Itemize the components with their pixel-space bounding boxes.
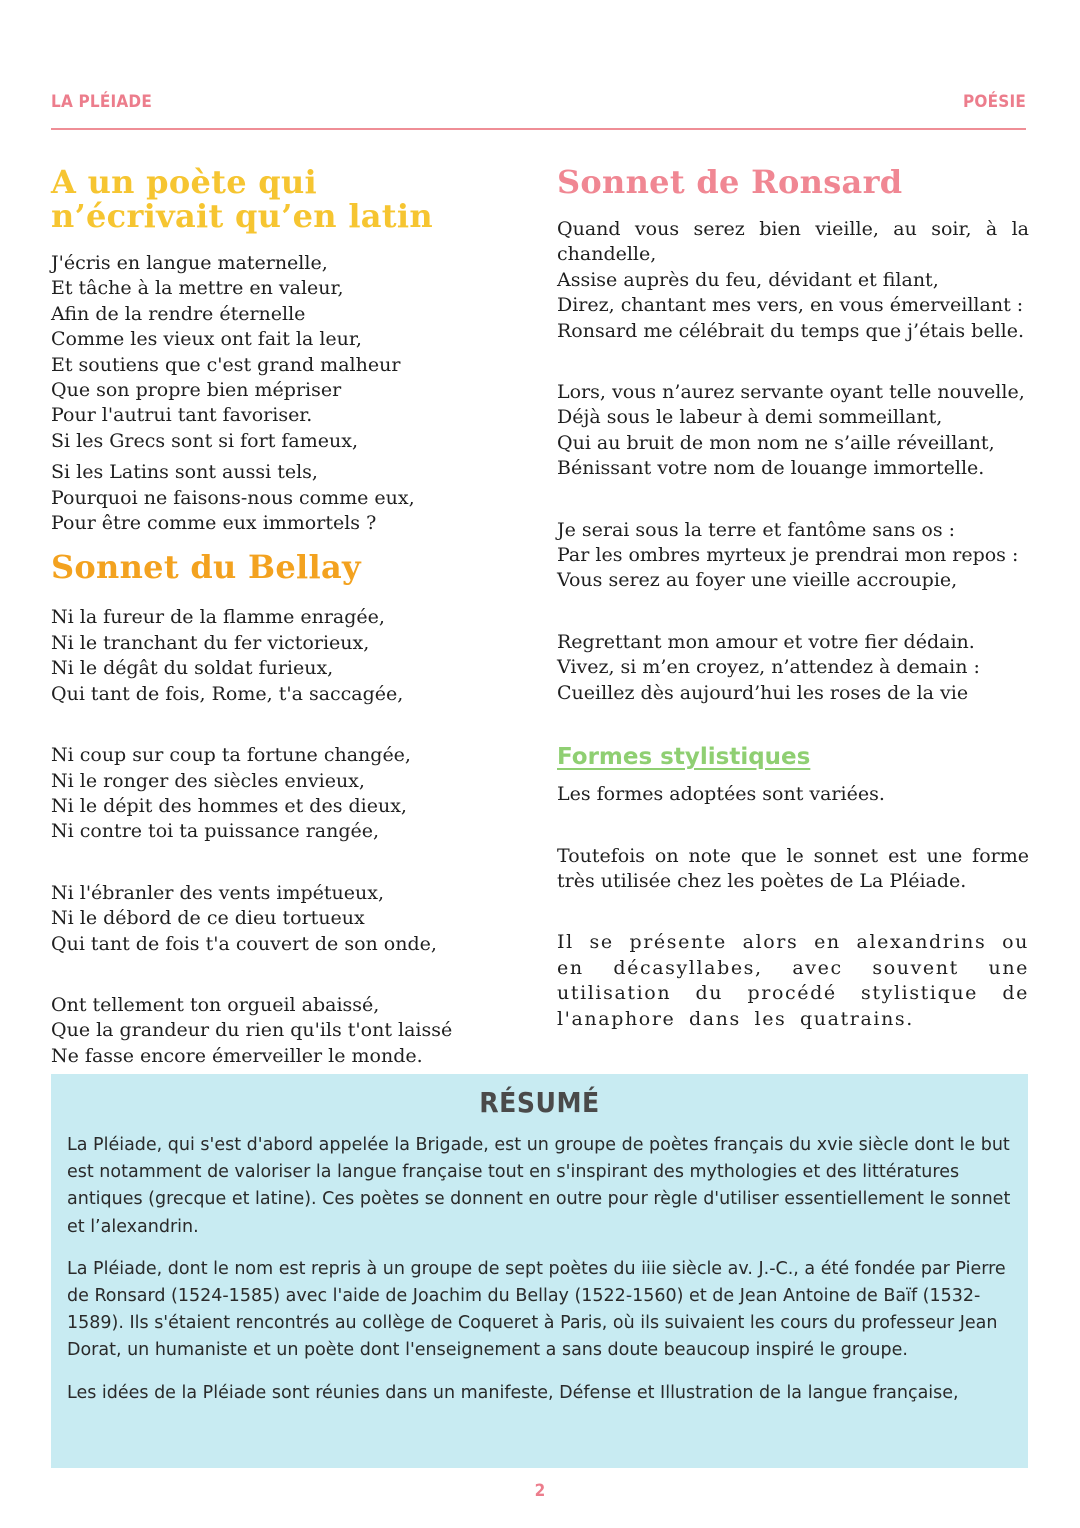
poem2-stanza: Ont tellement ton orgueil abaissé, Que la grandeur du rien qu'ils t'ont laissé Ne fasse encore émerveiller le monde. [51, 993, 453, 1067]
right-column [557, 165, 1029, 1032]
poem3-stanza: Lors, vous n’aurez servante oyant telle nouvelle, Déjà sous le labeur à demi sommeillant, Qui au bruit de mon nom ne s’aille réveillant, Bénissant votre nom de louange immortelle. [557, 381, 1025, 480]
poem3-stanza: Quand vous serez bien vieille, au soir, à la chandelle, Assise auprès du feu, dévidant et filant, Direz, chantant mes vers, en vous émerveillant : Ronsard me célébrait du temps que j’étais belle. [557, 218, 1029, 342]
resume-body [67, 1132, 1013, 1422]
resume-box [51, 1074, 1028, 1468]
poem1-stanza: Si les Latins sont aussi tels, Pourquoi ne faisons-nous comme eux, Pour être comme eux immortels ? [51, 461, 415, 535]
left-column [51, 165, 521, 1069]
poem2-title: Sonnet du Bellay [51, 548, 361, 587]
header-subject-label: POÉSIE [962, 92, 1026, 112]
poem3-stanza: Je serai sous la terre et fantôme sans os : Par les ombres myrteux je prendrai mon repos : Vous serez au foyer une vieille accroupie, [557, 518, 1019, 592]
formes-paragraph: Il se présente alors en alexandrins ou en décasyllabes, avec souvent une utilisation du procédé stylistique de l'anaphore dans les quatrains. [557, 931, 1029, 1030]
resume-title: RÉSUMÉ [479, 1086, 600, 1119]
poem2-stanza: Ni l'ébranler des vents impétueux, Ni le débord de ce dieu tortueux Qui tant de fois t'a couvert de son onde, [51, 881, 437, 955]
poem1-stanza: J'écris en langue maternelle, Et tâche à la mettre en valeur, Afin de la rendre éternelle Comme les vieux ont fait la leur, Et soutiens que c'est grand malheur Que son propre bien mépriser Pour l'autrui tant favoriser. Si les Grecs sont si fort fameux, [51, 252, 401, 452]
poem3-stanza: Regrettant mon amour et votre fier dédain. Vivez, si m’en croyez, n’attendez à demain : Cueillez dès aujourd’hui les roses de la vie [557, 630, 980, 704]
header-section-label: LA PLÉIADE [51, 92, 152, 112]
resume-paragraph: La Pléiade, dont le nom est repris à un groupe de sept poètes du iiie siècle av. J.-C., a été fondée par Pierre de Ronsard (1524-1585) avec l'aide de Joachim du Bellay (1522-1560) et de Jean Antoine de Baïf (1532-1589). Ils s'étaient rencontrés au collège de Coqueret à Paris, où ils suivaient les cours du professeur Jean Dorat, un humaniste et un poète dont l'enseignement a sans doute beaucoup inspiré le groupe. [67, 1258, 1006, 1361]
poem3-title: Sonnet de Ronsard [557, 163, 903, 201]
page-header [51, 92, 1026, 130]
formes-paragraph: Toutefois on note que le sonnet est une forme très utilisée chez les poètes de La Pléiade. [557, 844, 1029, 892]
poem1-title: A un poète qui n’écrivait qu’en latin [51, 163, 433, 235]
resume-paragraph: La Pléiade, qui s'est d'abord appelée la Brigade, est un groupe de poètes français du xvie siècle dont le but est notamment de valoriser la langue française tout en s'inspirant des mythologies et des littératures antiques (grecque et latine). Ces poètes se donnent en outre pour règle d'utiliser essentiellement le sonnet et l’alexandrin. [67, 1135, 1011, 1237]
resume-paragraph: Les idées de la Pléiade sont réunies dans un manifeste, Défense et Illustration de la langue française, [67, 1382, 959, 1403]
page-number: 2 [534, 1481, 546, 1501]
formes-paragraph: Les formes adoptées sont variées. [557, 783, 885, 806]
formes-heading: Formes stylistiques [557, 744, 811, 771]
poem2-stanza: Ni la fureur de la flamme enragée, Ni le tranchant du fer victorieux, Ni le dégât du soldat furieux, Qui tant de fois, Rome, t'a saccagée, [51, 606, 404, 705]
poem2-stanza: Ni coup sur coup ta fortune changée, Ni le ronger des siècles envieux, Ni le dépit des hommes et des dieux, Ni contre toi ta puissance rangée, [51, 744, 411, 843]
